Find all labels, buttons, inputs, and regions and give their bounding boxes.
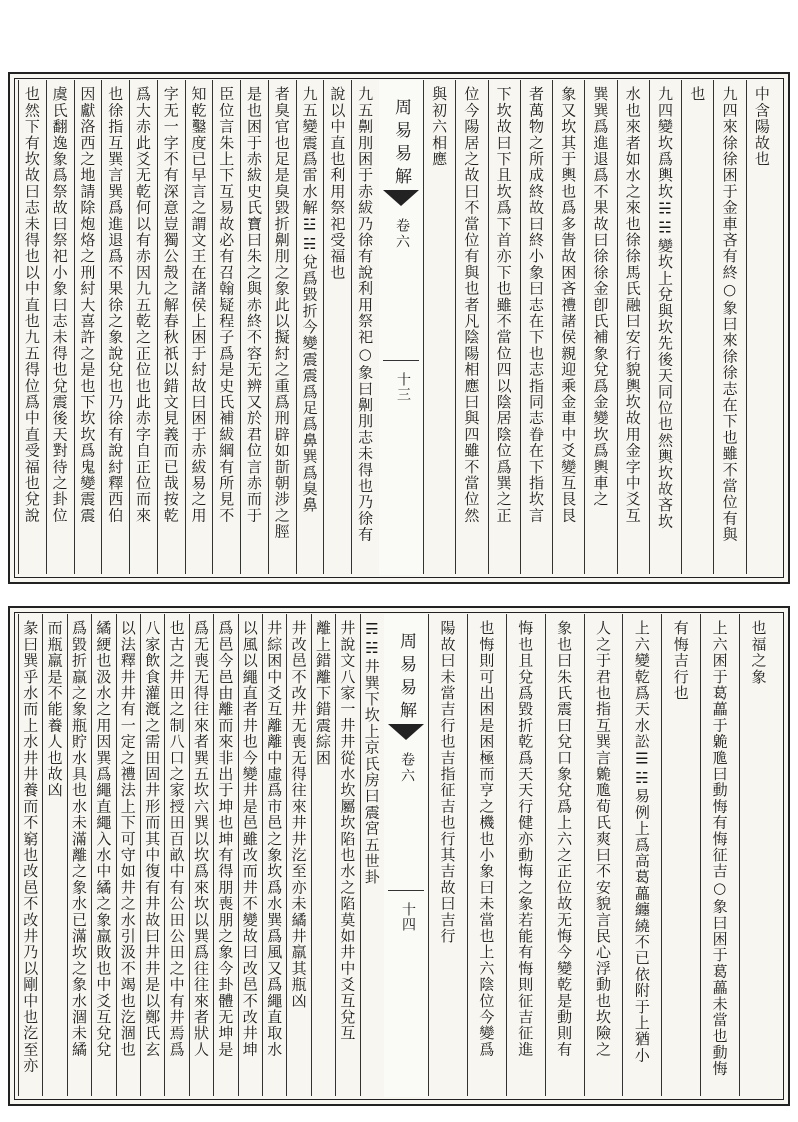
text-column: 彖曰巽乎水而上水井井養而不窮也改邑不改井乃以剛中也汔至亦 bbox=[21, 620, 40, 1074]
text-column: 繘綆也汲水之用因巽爲繩直繩入水中繘之象羸敗也中爻互兌兌 bbox=[94, 620, 113, 1058]
text-column: 也福之象 bbox=[749, 620, 768, 685]
text-column: 象也曰朱氏震曰兌口象兌爲上六之正位故无悔今變乾是動則有 bbox=[555, 620, 574, 1058]
column-rule bbox=[488, 80, 489, 574]
text-column: 八家飲食灌漑之需田固井形而其中復有井故曰井井是以鄭氏玄 bbox=[143, 620, 162, 1058]
column-rule bbox=[240, 80, 241, 574]
text-column: 爲大赤此爻无乾何以有赤因九五乾之正位也此赤字自正位而來 bbox=[133, 86, 152, 524]
text-column: 井說文八家一井井從水坎屬坎陷也水之陷莫如井中爻互兌互 bbox=[338, 620, 357, 1042]
column-rule bbox=[360, 614, 361, 1096]
volume-label: 卷六 bbox=[399, 752, 415, 784]
text-column: 也古之井田之制八口之家授田百畝中有公田公田之中有井焉爲 bbox=[167, 620, 186, 1058]
text-column: 因獻洛西之地請除炮烙之刑紂大喜許之是也下坎坎爲鬼變震震 bbox=[78, 86, 97, 524]
text-column: 巽巽爲進退爲不果故曰徐徐金卽氏補象兌爲金變坎爲輿車之 bbox=[591, 86, 610, 508]
text-column: 以風以繩直者井也今變井是邑雖改而井不變故曰改邑不改井坤 bbox=[240, 620, 259, 1058]
page-top bbox=[8, 72, 790, 584]
column-rule bbox=[545, 614, 546, 1096]
text-column: 爲邑今邑由離而來非出于坤也坤有得朋喪朋之象今卦體无坤是 bbox=[216, 620, 235, 1058]
column-rule bbox=[46, 80, 47, 574]
text-column: 有悔吉行也 bbox=[671, 620, 690, 701]
column-rule bbox=[129, 80, 130, 574]
column-rule bbox=[323, 80, 324, 574]
center-column bbox=[379, 80, 423, 575]
text-column: 上六困于葛藟于臲卼曰動悔有悔征吉○象曰困于葛藟未當也動悔 bbox=[710, 620, 729, 1077]
column-rule bbox=[67, 614, 68, 1096]
column-rule bbox=[552, 80, 553, 574]
column-rule bbox=[91, 614, 92, 1096]
text-column: 九四變坎爲輿坎☵☵變坎上兌與坎先後天同位也然輿坎故吝坎 bbox=[656, 86, 675, 530]
text-column: 象又坎其于輿也爲多眚故困吝禮諸侯親迎乘金車中爻變互艮艮 bbox=[559, 86, 578, 524]
column-rule bbox=[661, 614, 662, 1096]
column-rule bbox=[746, 80, 747, 574]
column-rule bbox=[164, 614, 165, 1096]
text-column: 上六變乾爲天水訟☰☵易例上爲高葛藟纏繞不已依附于上猶小 bbox=[632, 620, 651, 1064]
column-rule bbox=[296, 80, 297, 574]
book-title: 周易易解 bbox=[396, 632, 416, 724]
text-column: 九四來徐徐困于金車吝有終○象曰來徐徐志在下也雖不當位有與 bbox=[720, 86, 739, 543]
column-rule bbox=[212, 80, 213, 574]
column-rule bbox=[467, 614, 468, 1096]
text-column: 九五劓刖困于赤紱乃徐有說利用祭祀○象曰劓刖志未得也乃徐有 bbox=[356, 86, 375, 543]
column-rule bbox=[455, 80, 456, 574]
column-rule bbox=[311, 614, 312, 1096]
center-column bbox=[384, 614, 428, 1097]
column-rule bbox=[649, 80, 650, 574]
fish-tail-ornament bbox=[386, 722, 426, 742]
column-rule bbox=[681, 80, 682, 574]
column-rule bbox=[286, 614, 287, 1096]
text-column: 陽故曰未當吉行也吉指征吉也行其吉故曰吉行 bbox=[438, 620, 457, 944]
text-column: 人之于君也指互巽言臲卼荀氏爽曰不安貌言民心浮動也坎險之 bbox=[594, 620, 612, 1058]
column-rule bbox=[42, 614, 43, 1096]
text-column: 也徐指互巽言巽爲進退爲不果徐之象說兌也乃徐有說紂釋西伯 bbox=[106, 86, 125, 524]
divider bbox=[388, 890, 424, 891]
column-rule bbox=[18, 614, 19, 1096]
text-column: 者臭官也足是臭毀折劓刖之象此以擬紂之重爲刑辟如斮朝涉之脛 bbox=[272, 86, 291, 540]
column-rule bbox=[713, 80, 714, 574]
text-column: 也 bbox=[688, 86, 707, 103]
column-rule bbox=[18, 80, 19, 574]
column-rule bbox=[157, 80, 158, 574]
column-rule bbox=[622, 614, 623, 1096]
text-column: 下坎故曰下且坎爲下首亦下也雖不當位四以陰居陰位爲巽之正 bbox=[494, 86, 513, 524]
page-number: 十四 bbox=[400, 902, 416, 932]
column-rule bbox=[351, 80, 352, 574]
column-rule bbox=[74, 80, 75, 574]
divider bbox=[383, 360, 419, 361]
column-rule bbox=[268, 80, 269, 574]
column-rule bbox=[262, 614, 263, 1096]
book-title: 周易易解 bbox=[391, 98, 411, 190]
text-column: 中含陽故也 bbox=[752, 86, 771, 167]
column-rule bbox=[584, 80, 585, 574]
column-rule bbox=[116, 614, 117, 1096]
page-number: 十三 bbox=[395, 372, 411, 402]
column-rule bbox=[584, 614, 585, 1096]
column-rule bbox=[101, 80, 102, 574]
text-column: ☴☵井巽下坎上京氏房曰震宮五世卦 bbox=[362, 620, 381, 886]
column-rule bbox=[617, 80, 618, 574]
text-column: 說以中直也利用祭祀受福也 bbox=[328, 86, 347, 281]
column-rule bbox=[700, 614, 701, 1096]
text-column: 井綜困中爻互離離中虛爲市邑之象坎爲水巽爲風又爲繩直取水 bbox=[265, 620, 284, 1058]
volume-label: 卷六 bbox=[394, 218, 410, 250]
text-column: 虞氏翻逸象爲祭故曰祭祀小象曰志未得也兌震後天對待之卦位 bbox=[50, 86, 69, 524]
text-column: 臣位言朱上下互易故必有召翰疑程子爲是史氏補紱綱有所見不 bbox=[217, 86, 236, 524]
column-rule bbox=[185, 80, 186, 574]
text-column: 是也困于赤紱史氏寶曰朱之與赤終不容无辨又於君位言赤而于 bbox=[245, 86, 264, 524]
column-rule bbox=[238, 614, 239, 1096]
column-rule bbox=[739, 614, 740, 1096]
text-column: 而瓶羸是不能養人也故凶 bbox=[45, 620, 64, 799]
text-column: 也然下有坎故曰志未得也以中直也九五得位爲中直受福也兌說 bbox=[22, 86, 41, 524]
text-column: 爲毀折羸之象瓶貯水具也水未滿離之象水已滿坎之象水涸未繘 bbox=[70, 620, 88, 1058]
fish-tail-ornament bbox=[381, 188, 421, 208]
text-column: 與初六相應 bbox=[430, 86, 449, 167]
column-rule bbox=[506, 614, 507, 1096]
text-column: 也悔則可出困是困極而亨之機也小象曰未當也上六陰位今變爲 bbox=[477, 620, 496, 1058]
text-column: 井改邑不改井无喪无得往來井井汔至亦未繘井羸其瓶凶 bbox=[289, 620, 308, 1009]
text-column: 九五變震爲雷水解☳☵兌爲毀折今變震震爲足爲鼻巽爲臭鼻 bbox=[300, 86, 319, 514]
text-column: 字无一字不有深意豈獨公殼之解春秋祇以錯文見義而已哉按乾 bbox=[161, 86, 180, 524]
text-column: 悔也且兌爲毀折乾爲天天行健亦動悔之象若能有悔則征吉征進 bbox=[516, 620, 535, 1058]
column-rule bbox=[423, 80, 424, 574]
text-column: 以法釋井井有一定之禮法上下可守如井之水引汲不竭也汔涸也 bbox=[118, 620, 137, 1058]
page-bottom bbox=[8, 606, 790, 1106]
text-column: 爲无喪无得往來者巽五坎六巽以坎爲來坎以巽爲往往來者狀人 bbox=[192, 620, 210, 1058]
column-rule bbox=[213, 614, 214, 1096]
column-rule bbox=[335, 614, 336, 1096]
column-rule bbox=[140, 614, 141, 1096]
column-rule bbox=[520, 80, 521, 574]
text-column: 知乾鑿度已早言之謂文王在諸侯上困于紂故曰困于赤紱易之用 bbox=[189, 86, 208, 524]
text-column: 位今陽居之故曰不當位有與也者凡陰陽相應曰與四雖不當位然 bbox=[462, 86, 481, 524]
text-column: 者萬物之所成終故曰終小象曰志在下也志指同志眷在下指坎言 bbox=[526, 86, 545, 524]
text-column: 離上錯離下錯震綜困 bbox=[314, 620, 332, 766]
column-rule bbox=[189, 614, 190, 1096]
column-rule bbox=[428, 614, 429, 1096]
text-column: 水也來者如水之來也徐徐馬氏融曰安行貌輿坎故用金字中爻互 bbox=[623, 86, 642, 524]
